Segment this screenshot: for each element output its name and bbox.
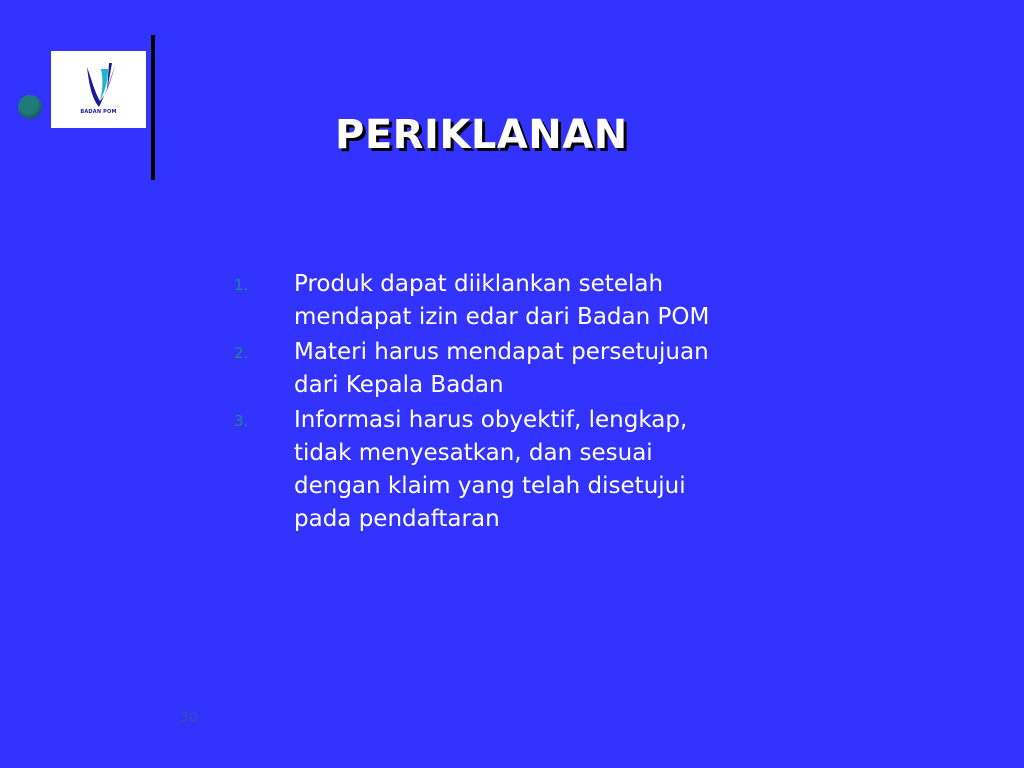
logo-caption: BADAN POM xyxy=(80,109,117,115)
numbered-list xyxy=(232,268,872,538)
page-number: 30 xyxy=(180,710,198,726)
list-item-number: 2. xyxy=(234,344,249,362)
list-item-text: Informasi harus obyektif, lengkap, tidak menyesatkan, dan sesuai dengan klaim yang telah disetujui pada pendaftaran xyxy=(294,407,688,532)
vertical-divider xyxy=(151,35,155,180)
list-item-number: 3. xyxy=(234,412,249,430)
list-item xyxy=(232,268,872,334)
list-item-text: Materi harus mendapat persetujuan dari Kepala Badan xyxy=(294,339,709,398)
list-item-text: Produk dapat diiklankan setelah mendapat izin edar dari Badan POM xyxy=(294,271,710,330)
slide-title: PERIKLANAN xyxy=(335,112,628,158)
list-item xyxy=(232,336,872,402)
list-item-number: 1. xyxy=(234,276,249,294)
badan-pom-logo-icon xyxy=(51,51,146,128)
badan-pom-logo xyxy=(51,51,146,128)
list-item xyxy=(232,404,872,536)
decorative-bullet-dot xyxy=(18,95,42,119)
